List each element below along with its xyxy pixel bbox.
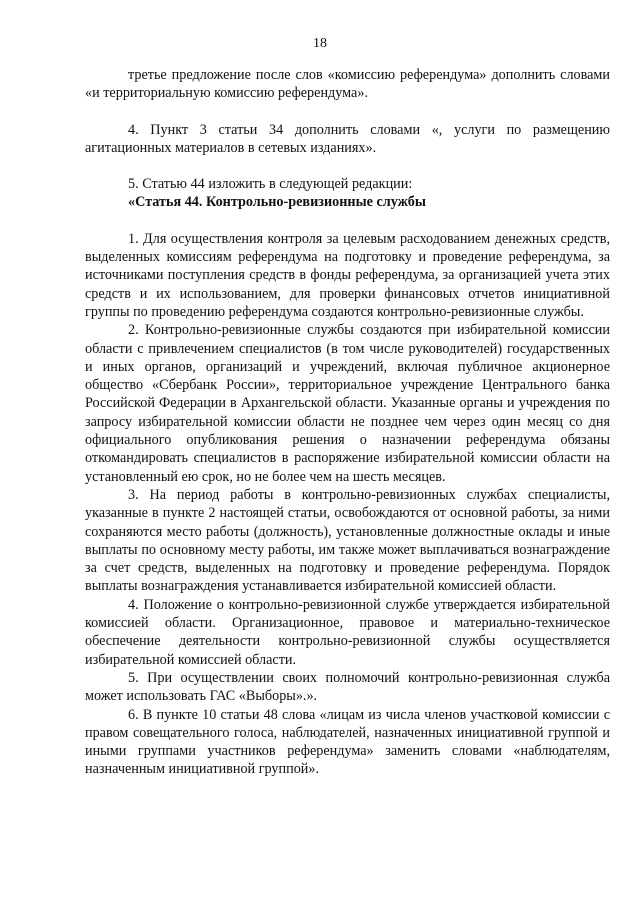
paragraph: 1. Для осуществления контроля за целевым расходованием денежных средств, выделенных комиссиям референдума на подготовку и проведение референдума, за источниками поступления средств в фонды референдума, за организацией учета этих средств и их использованием, для проверки финансовых отчетов инициативной группы по проведению референдума создаются контрольно-ревизионные службы. xyxy=(85,230,610,320)
paragraph: 5. Статью 44 изложить в следующей редакции: xyxy=(128,176,413,193)
paragraph: 2. Контрольно-ревизионные службы создаются при избирательной комиссии области с привлечением специалистов (в том числе руководителей) государственных и иных органов, организаций и учреждений, включая публичное акционерное общество «Сбербанк России», территориальное учреждение Центрального банка Российской Федерации в Архангельской области. Указанные органы и учреждения по запросу избирательной комиссии области не позднее чем через один месяц со дня официального опубликования решения о назначении референдума обязаны откомандировать специалистов в распоряжение избирательной комиссии области на установленный ею срок, но не более чем на шесть месяцев. xyxy=(85,322,610,485)
page-number: 18 xyxy=(313,36,327,51)
paragraph: третье предложение после слов «комиссию референдума» дополнить словами «и территориальную комиссию референдума». xyxy=(85,67,610,102)
paragraph: 3. На период работы в контрольно-ревизионных службах специалисты, указанные в пункте 2 настоящей статьи, освобождаются от основной работы, за ними сохраняются место работы (должность), установленные должностные оклады и иные выплаты по основному месту работы, им также может выплачиваться вознаграждение за счет средств, выделенных на подготовку и проведение референдума. Порядок выплаты вознаграждения устанавливается избирательной комиссией области. xyxy=(85,486,610,595)
article-heading: «Статья 44. Контрольно-ревизионные службы xyxy=(128,194,426,211)
document-body xyxy=(85,66,610,779)
paragraph: 6. В пункте 10 статьи 48 слова «лицам из числа членов участковой комиссии с правом совещательного голоса, наблюдателей, назначенных инициативной группой и иными группами участников референдума» заменить словами «наблюдателям, назначенным инициативной группой». xyxy=(85,706,610,778)
paragraph: 5. При осуществлении своих полномочий контрольно-ревизионная служба может использовать ГАС «Выборы».». xyxy=(85,669,610,705)
paragraph: 4. Положение о контрольно-ревизионной службе утверждается избирательной комиссией области. Организационное, правовое и материально-техническое обеспечение деятельности контрольно-ревизионной службы осуществляется избирательной комиссией области. xyxy=(85,596,610,668)
paragraph: 4. Пункт 3 статьи 34 дополнить словами «, услуги по размещению агитационных материалов в сетевых изданиях». xyxy=(85,121,610,156)
